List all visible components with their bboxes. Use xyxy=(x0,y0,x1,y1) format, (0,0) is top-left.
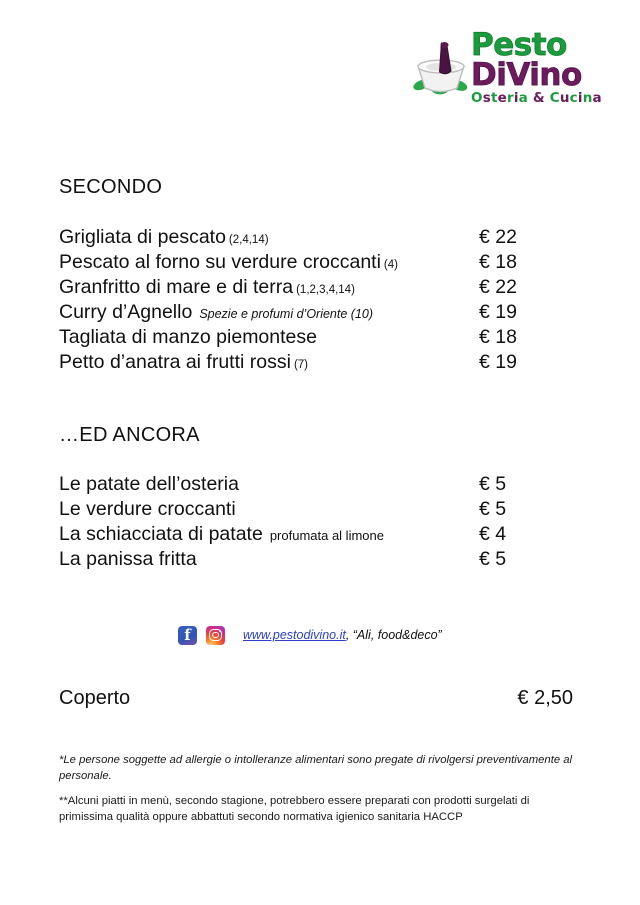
menu-item-name: Grigliata di pescato xyxy=(59,226,226,248)
menu-item-price: € 4 xyxy=(479,523,507,545)
menu-item-name: Pescato al forno su verdure croccanti xyxy=(59,251,381,273)
logo-tagline-char-0: O xyxy=(471,90,483,106)
logo-tagline-char-15: a xyxy=(592,90,602,106)
logo-text-pesto: Pesto xyxy=(471,27,567,63)
menu-item-price: € 5 xyxy=(479,473,507,495)
menu-row xyxy=(59,498,571,523)
menu-item-price: € 22 xyxy=(479,226,517,248)
logo-tagline xyxy=(471,91,602,106)
menu-item-cell xyxy=(59,548,429,571)
logo-text-divino: DiVino xyxy=(471,57,582,93)
menu-item-cell xyxy=(59,226,429,249)
menu-item-note: profumata al limone xyxy=(269,528,384,543)
logo-tagline-char-8: & xyxy=(532,90,545,106)
menu-row xyxy=(59,251,571,276)
menu-item-price: € 22 xyxy=(479,276,517,298)
logo-tagline-char-5: i xyxy=(513,90,519,106)
logo-tagline-char-14: n xyxy=(582,90,593,106)
menu-item-name: Tagliata di manzo piemontese xyxy=(59,326,317,348)
menu-row xyxy=(59,548,571,573)
logo-tagline-char-4: r xyxy=(506,90,514,106)
menu-item-cell xyxy=(59,251,429,274)
menu-item-note: (4) xyxy=(383,259,398,271)
menu-item-price: € 5 xyxy=(479,548,507,570)
instagram-dot-shape xyxy=(219,630,221,632)
menu-item-cell xyxy=(59,523,429,546)
logo-tagline-char-13: i xyxy=(577,90,583,106)
logo-tagline-char-1: s xyxy=(482,90,491,106)
menu-item-cell xyxy=(59,498,429,521)
coperto-price: € 2,50 xyxy=(517,687,573,709)
mortar-and-pestle-icon xyxy=(412,38,470,100)
menu-list-ed-ancora xyxy=(59,473,571,573)
menu-item-cell xyxy=(59,351,429,374)
menu-row xyxy=(59,226,571,251)
restaurant-logo xyxy=(412,26,602,106)
logo-tagline-char-10: C xyxy=(549,90,560,106)
menu-row xyxy=(59,301,571,326)
menu-item-note: (1,2,3,4,14) xyxy=(296,284,355,296)
menu-item-price: € 18 xyxy=(479,326,517,348)
footnote-frozen: **Alcuni piatti in menù, secondo stagione, potrebbero essere preparati con prodotti surgelati di primissima qualità oppure abbattuti secondo normativa igienico sanitaria HACCP xyxy=(59,795,530,823)
menu-item-name: Le patate dell’osteria xyxy=(59,473,239,495)
menu-item-name: La panissa fritta xyxy=(59,548,197,570)
menu-item-price: € 18 xyxy=(479,251,517,273)
footnote-allergy: *Le persone soggette ad allergie o intolleranze alimentari sono pregate di rivolgersi preventivamente al personale. xyxy=(59,754,573,782)
website-link[interactable]: www.pestodivino.it xyxy=(243,628,346,642)
menu-item-name: Petto d’anatra ai frutti rossi xyxy=(59,351,291,373)
menu-item-name: La schiacciata di patate xyxy=(59,523,263,545)
coperto-label: Coperto xyxy=(59,687,131,709)
menu-item-cell xyxy=(59,326,429,349)
menu-item-cell xyxy=(59,301,429,324)
menu-row xyxy=(59,351,571,376)
menu-row xyxy=(59,473,571,498)
logo-tagline-char-3: e xyxy=(497,90,507,106)
menu-item-name: Curry d’Agnello xyxy=(59,301,193,323)
menu-item-price: € 19 xyxy=(479,301,517,323)
menu-item-note: (2,4,14) xyxy=(228,234,269,246)
social-caption xyxy=(243,628,442,642)
logo-tagline-char-11: u xyxy=(559,90,570,106)
photo-credit: , “Ali, food&deco” xyxy=(345,628,442,642)
menu-item-cell xyxy=(59,473,429,496)
section-title-secondo: SECONDO xyxy=(59,176,163,198)
instagram-icon[interactable] xyxy=(206,626,225,645)
menu-item-price: € 5 xyxy=(479,498,507,520)
logo-tagline-char-2: t xyxy=(490,90,498,106)
coperto-row xyxy=(59,687,573,710)
menu-item-cell xyxy=(59,276,429,299)
logo-wordmark xyxy=(471,27,602,106)
social-row xyxy=(178,624,442,646)
menu-row xyxy=(59,523,571,548)
menu-list-secondo xyxy=(59,226,571,376)
logo-tagline-char-6: a xyxy=(518,90,528,106)
menu-row xyxy=(59,326,571,351)
logo-tagline-char-12: c xyxy=(569,90,578,106)
menu-item-note: Spezie e profumi d’Oriente (10) xyxy=(199,307,374,321)
menu-row xyxy=(59,276,571,301)
section-title-ed-ancora: …ED ANCORA xyxy=(59,424,200,446)
menu-item-note: (7) xyxy=(293,359,309,371)
menu-item-name: Le verdure croccanti xyxy=(59,498,236,520)
instagram-lens-shape xyxy=(212,632,218,638)
menu-item-price: € 19 xyxy=(479,351,517,373)
menu-item-name: Granfritto di mare e di terra xyxy=(59,276,294,298)
facebook-icon[interactable] xyxy=(178,626,197,645)
